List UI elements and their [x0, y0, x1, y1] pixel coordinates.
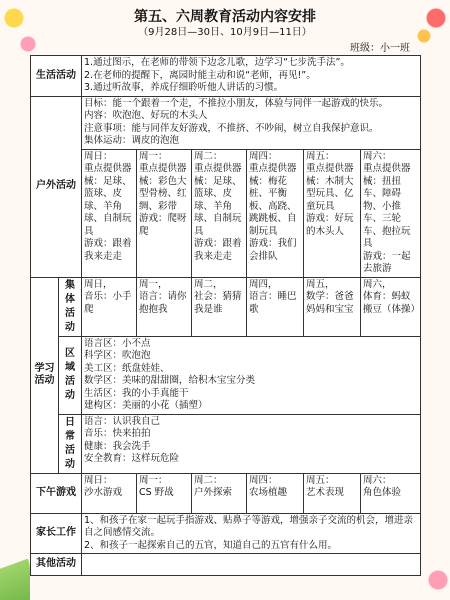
- area-content: [82, 336, 421, 414]
- collective-day-tue-text: 社会：猜猜我是谁: [194, 291, 242, 315]
- afternoon-day-tue-label: 周二：: [194, 474, 223, 486]
- other-content: [82, 554, 421, 576]
- daily-music: 音乐：快来拍拍: [84, 428, 151, 439]
- collective-label-char-4: 动: [65, 321, 75, 333]
- parents-line-2: 2、和孩子一起探索自己的五官，知道自己的五官有什么用。: [84, 539, 338, 551]
- collective-day-sat-label: 周六，: [363, 278, 392, 290]
- afternoon-label: 下午游戏: [31, 473, 82, 513]
- outdoor-label: 户外活动: [31, 96, 82, 277]
- outdoor-day-tue-equipment: 重点提供器械：足球、篮球、皮球、羊角球、自制玩具: [194, 163, 242, 237]
- outdoor-days-row: [31, 149, 421, 277]
- collective-day-fri-text: 数学：爸爸妈妈和宝宝: [306, 291, 354, 315]
- afternoon-day-mon-text: CS 野战: [139, 487, 174, 498]
- outdoor-day-tue-game: 游戏：跟着我来走走: [194, 238, 242, 262]
- outdoor-content: 内容：吹泡泡、好玩的木头人: [84, 110, 208, 121]
- life-label: 生活活动: [31, 56, 82, 97]
- parents-label: 家长工作: [31, 513, 82, 554]
- outdoor-goal: 目标：能一个跟着一个走，不推拉小朋友，体验与同伴一起游戏的快乐。: [84, 97, 389, 109]
- daily-content: [82, 414, 421, 473]
- afternoon-day-sat: [361, 473, 421, 513]
- daily-label: [59, 414, 82, 473]
- outdoor-day-mon-game: 游戏：爬呀爬: [139, 213, 187, 237]
- area-label-char-3: 活: [65, 376, 75, 387]
- area-label: [59, 336, 82, 414]
- outdoor-day-tue: [192, 149, 247, 277]
- collective-day-thu: [247, 277, 304, 336]
- outdoor-day-mon-equipment: 重点提供器械：彩色大型骨榜、红绸、彩带: [139, 163, 187, 212]
- outdoor-day-fri-game: 游戏：好玩的木头人: [306, 213, 354, 237]
- area-label-char-4: 动: [65, 390, 75, 401]
- area-math: 数学区：美味的甜甜圈，给积木宝宝分类: [84, 375, 256, 386]
- schedule-table: [30, 55, 421, 576]
- class-label: 班级：小一班: [350, 43, 410, 54]
- afternoon-day-sun: [82, 473, 137, 513]
- area-label-char-1: 区: [65, 348, 75, 359]
- collective-day-mon: [137, 277, 192, 336]
- outdoor-day-fri: [304, 149, 361, 277]
- outdoor-day-sat-equipment: 重点提供器械：扭扭车、障碍物、小推车、三轮车、抱拉玩具: [363, 163, 411, 249]
- afternoon-row: [31, 473, 421, 513]
- document-title: 第五、六周教育活动内容安排: [134, 9, 316, 25]
- collective-day-mon-text: 语言：请你抱抱我: [139, 291, 187, 315]
- collective-label-char-2: 体: [65, 293, 75, 305]
- collective-day-sun-text: 音乐：小手爬: [84, 291, 132, 315]
- outdoor-intro-row: [31, 96, 421, 149]
- outdoor-day-thu: [247, 149, 304, 277]
- afternoon-day-sat-label: 周六：: [363, 474, 392, 486]
- outdoor-day-thu-game: 游戏：我们会排队: [249, 238, 297, 262]
- decoration-flower-bottom-right: [424, 564, 450, 600]
- collective-day-sun-label: 周日，: [84, 278, 113, 290]
- life-row: [31, 56, 421, 97]
- parents-line-1: 1、和孩子在家一起玩手指游戏、贴鼻子等游戏，增强亲子交流的机会，增进亲自之间感情交流。: [84, 514, 414, 538]
- afternoon-day-sat-text: 角色体验: [363, 487, 402, 498]
- afternoon-day-tue-text: 户外探索: [194, 487, 233, 498]
- outdoor-day-fri-equipment: 重点提供器械：木制大型玩具、亿童玩具: [306, 163, 354, 212]
- collective-day-sat: [361, 277, 421, 336]
- collective-day-sun: [82, 277, 137, 336]
- area-language: 语言区：小不点: [84, 337, 151, 349]
- daily-language: 语言：认识我自己: [84, 415, 161, 427]
- collective-day-thu-text: 语言：睡巴歌: [249, 291, 297, 315]
- collective-day-mon-label: 周一，: [139, 278, 168, 290]
- afternoon-day-thu-label: 周四：: [249, 474, 278, 486]
- area-art: 美工区：纸盘娃娃、: [84, 362, 170, 374]
- date-range: （9月28日—30日、10月9日—11日）: [138, 27, 312, 38]
- outdoor-day-sat: [361, 149, 421, 277]
- outdoor-day-sun-equipment: 重点提供器械：足球、篮球、皮球、羊角球、自制玩具: [84, 163, 132, 237]
- parents-row: [31, 513, 421, 554]
- daily-safety: 安全教育：这样玩危险: [84, 453, 180, 464]
- daily-label-char-2: 常: [65, 430, 75, 442]
- collective-label-char-3: 活: [65, 307, 75, 319]
- afternoon-day-sun-text: 沙水游戏: [84, 487, 123, 498]
- area-label-char-2: 域: [65, 362, 75, 373]
- outdoor-day-sun-label: 周日：: [84, 150, 113, 162]
- afternoon-day-mon-label: 周一：: [139, 474, 168, 486]
- afternoon-day-thu-text: 农场植趣: [249, 487, 288, 498]
- other-label: 其他活动: [31, 554, 82, 576]
- collective-day-sat-text: 体育：蚂蚁搬豆（体操）: [363, 291, 421, 315]
- afternoon-day-sun-label: 周日：: [84, 474, 113, 486]
- outdoor-day-fri-label: 周五：: [306, 150, 335, 162]
- outdoor-day-sat-game: 游戏：一起去旅游: [363, 250, 411, 274]
- life-line-1: 1.通过图示，在老师的带领下边念儿歌，边学习“七步洗手法”。: [84, 57, 350, 68]
- afternoon-day-fri-label: 周五：: [306, 474, 335, 486]
- outdoor-day-mon: [137, 149, 192, 277]
- collective-label: [59, 277, 82, 336]
- collective-day-tue-label: 周二，: [194, 278, 223, 290]
- outdoor-day-tue-label: 周二：: [194, 150, 223, 162]
- afternoon-day-mon: [137, 473, 192, 513]
- area-science: 科学区：吹泡泡: [84, 350, 151, 361]
- outdoor-day-sat-label: 周六：: [363, 150, 392, 162]
- life-content: [82, 56, 421, 97]
- schedule-document: [30, 4, 420, 576]
- collective-day-tue: [192, 277, 247, 336]
- outdoor-day-thu-label: 周四：: [249, 150, 278, 162]
- learning-daily-row: [31, 414, 421, 473]
- outdoor-day-thu-equipment: 重点提供器械：梅花桩、平衡板、高跷、跳跳板、自制玩具: [249, 163, 297, 237]
- life-line-3: 3.通过听故事，养成仔细聆听他人讲话的习惯。: [84, 82, 284, 93]
- area-construction: 建构区：美丽的小花（插塑）: [84, 400, 208, 411]
- daily-label-char-4: 动: [65, 458, 75, 470]
- learning-area-row: [31, 336, 421, 414]
- outdoor-day-sun: [82, 149, 137, 277]
- daily-label-char-1: 日: [65, 416, 75, 428]
- collective-label-char-1: 集: [65, 279, 75, 291]
- daily-label-char-3: 活: [65, 444, 75, 456]
- outdoor-group-sport: 集体运动：调皮的泡泡: [84, 135, 180, 146]
- other-row: [31, 554, 421, 576]
- outdoor-intro: [82, 96, 421, 149]
- outdoor-day-mon-label: 周一：: [139, 150, 168, 162]
- collective-day-thu-label: 周四，: [249, 278, 278, 290]
- collective-day-fri-label: 周五，: [306, 278, 335, 290]
- parents-content: [82, 513, 421, 554]
- area-life: 生活区：我的小手真能干: [84, 387, 189, 399]
- life-line-2: 2.在老师的提醒下，离园时能主动和说“老师，再见!”。: [84, 69, 316, 81]
- afternoon-day-fri: [304, 473, 361, 513]
- learning-label: 学习活动: [31, 277, 59, 473]
- afternoon-day-tue: [192, 473, 247, 513]
- outdoor-day-sun-game: 游戏：跟着我来走走: [84, 238, 132, 262]
- afternoon-day-thu: [247, 473, 304, 513]
- decoration-leaf-bottom-left: [0, 540, 30, 600]
- learning-collective-row: [31, 277, 421, 336]
- outdoor-notes: 注意事项：能与同伴友好游戏，不推挤、不吵闹，树立自我保护意识。: [84, 122, 379, 134]
- daily-health: 健康：我会洗手: [84, 440, 151, 452]
- afternoon-day-fri-text: 艺术表现: [306, 487, 345, 498]
- collective-day-fri: [304, 277, 361, 336]
